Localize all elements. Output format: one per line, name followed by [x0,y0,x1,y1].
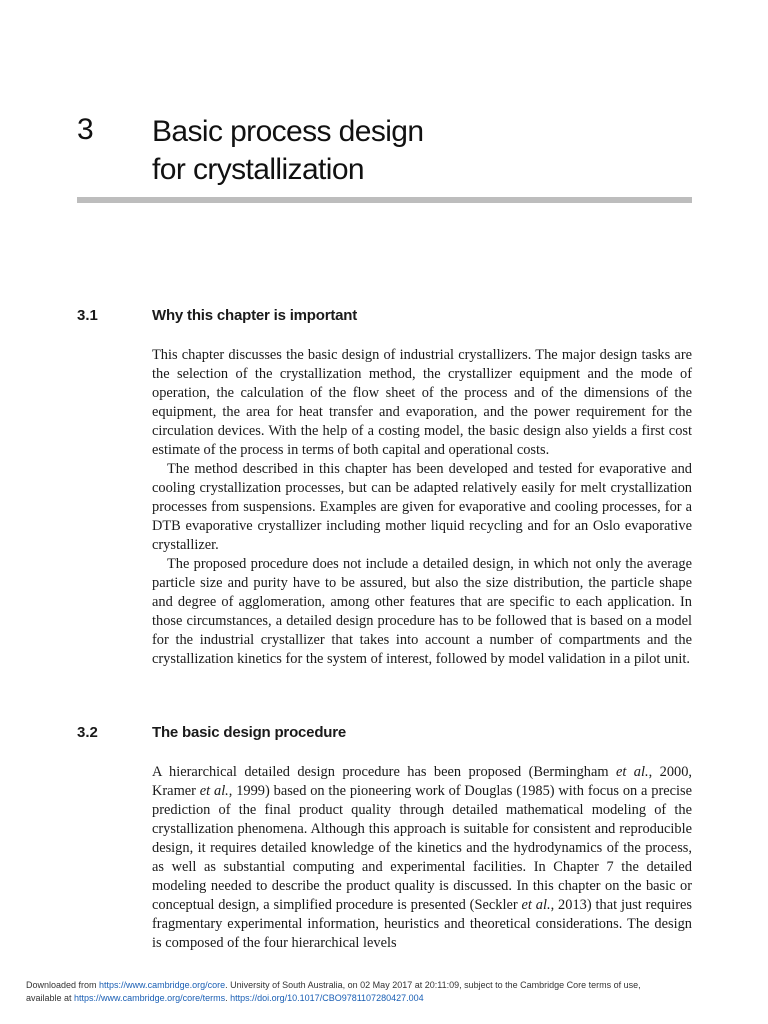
cambridge-core-link[interactable]: https://www.cambridge.org/core [99,980,226,990]
text-run-italic: et al. [199,783,229,799]
paragraph: This chapter discusses the basic design of industrial crystallizers. The major design tasks are the selection of the crystallization method, the crystallizer equipment and the mode of operation, the calculation of the flow sheet of the process and of the dimensions of the equipment, the area for heat transfer and evaporation, and the power requirement for the circulation devices. With the help of a costing model, the basic design also yields a first cost estimate of the process in terms of both capital and operational costs. [152,347,692,458]
section-title: Why this chapter is important [152,307,358,324]
chapter-title [152,113,692,189]
chapter-number: 3 [77,113,94,146]
text-run: , 2013) that just requires fragmentary experimental information, heuristics and theoretical considerations. The design is composed of the four hierarchical levels [152,897,692,951]
section-title: The basic design procedure [152,724,347,741]
chapter-rule [77,197,692,203]
paragraph [152,763,692,953]
paragraph: The method described in this chapter has been developed and tested for evaporative and cooling crystallization processes, but can be adapted relatively easily for melt crystallization processes from suspensions. Examples are given for evaporative and cooling processes, for a DTB evaporative crystallizer including mother liquid recycling and for an Oslo evaporative crystallizer. [152,461,692,553]
terms-link[interactable]: https://www.cambridge.org/core/terms [74,993,226,1003]
section-number: 3.2 [77,724,98,741]
chapter-title-line-1: Basic process design [152,115,424,148]
footer-text: Downloaded from [26,980,100,990]
footer-line [26,992,746,1005]
text-run: , 1999) based on the pioneering work of Douglas (1985) with focus on a precise prediction of the final product quality through detailed mathematical modeling of the crystallization phenomena. Although this approach is suitable for consistent and reproducible design, it requires detailed knowledge of the kinetics and the hydrodynamics of the process, as well as substantial computing and experimental facilities. In Chapter 7 the detailed modeling needed to describe the product quality is discussed. In this chapter on the basic or conceptual design, a simplified procedure is presented (Seckler [152,783,692,913]
chapter-title-line-2: for crystallization [152,153,365,186]
footer-line [26,979,746,992]
footer-text: . [225,993,231,1003]
text-run: A hierarchical detailed design procedure has been proposed (Bermingham [152,764,616,780]
section-body [152,346,692,669]
text-run: , 2000, Kramer [152,764,693,799]
text-run-italic: et al. [521,897,551,913]
download-footer [26,979,746,1005]
footer-text: available at [26,993,75,1003]
paragraph: The proposed procedure does not include a detailed design, in which not only the average particle size and purity have to be assured, but also the size distribution, the particle shape and degree of agglomeration, among other features that are specific to each application. In those circumstances, a detailed design procedure has to be followed that is based on a model for the industrial crystallizer that takes into account a number of compartments and the crystallization kinetics for the system of interest, followed by model validation in a pilot unit. [152,556,692,667]
doi-link[interactable]: https://doi.org/10.1017/CBO9781107280427.004 [230,993,424,1003]
footer-text: . University of South Australia, on 02 May 2017 at 20:11:09, subject to the Cambridge Core terms of use, [225,980,641,990]
text-run-italic: et al. [616,764,649,780]
section-body [152,763,692,953]
section-number: 3.1 [77,307,98,324]
